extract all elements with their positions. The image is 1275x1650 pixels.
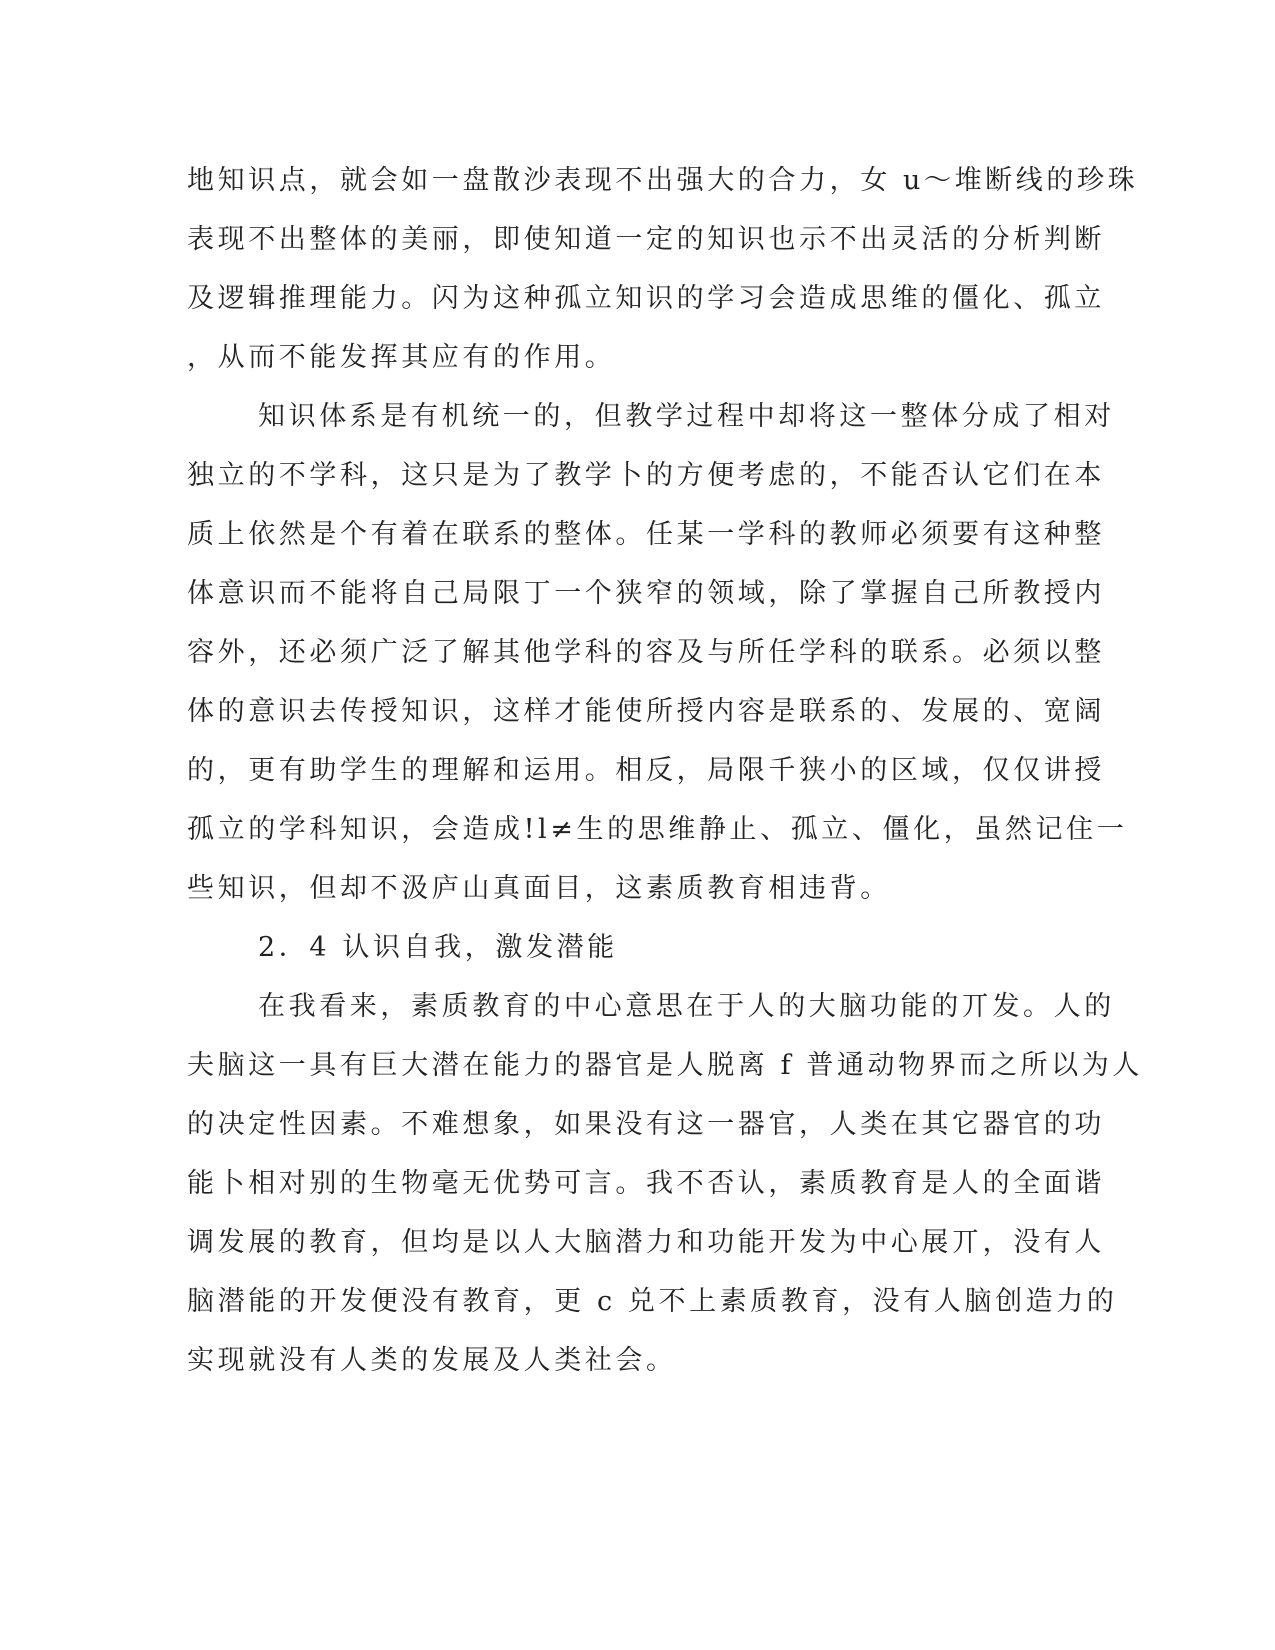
text-line: 的，更有助学生的理解和运用。相反，局限千狭小的区域，仅仅讲授: [187, 755, 1105, 786]
text-line: 表现不出整体的美丽，即使知道一定的知识也示不出灵活的分析判断: [187, 224, 1105, 255]
text-line: 脑潜能的开发便没有教育，更 c 兑不上素质教育，没有人脑创造力的: [187, 1286, 1118, 1317]
text-line: 地知识点，就会如一盘散沙表现不出强大的合力，女 u～堆断线的珍珠: [187, 165, 1139, 196]
text-line: 些知识，但却不汲庐山真面目，这素质教育相违背。: [187, 873, 891, 904]
text-line: 及逻辑推理能力。闪为这种孤立知识的学习会造成思维的僵化、孤立: [187, 283, 1105, 314]
text-line: 调发展的教育，但均是以人大脑潜力和功能开发为中心展丌，没有人: [187, 1227, 1105, 1258]
text-line: 体的意识去传授知识，这样才能使所授内容是联系的、发展的、宽阔: [187, 696, 1105, 727]
text-line: 的决定性因素。不难想象，如果没有这一器官，人类在其它器官的功: [187, 1109, 1105, 1140]
paragraph-first-line: 在我看来，素质教育的中心意思在于人的大脑功能的丌发。人的: [258, 991, 1115, 1022]
text-line: 能卜相对别的生物毫无优势可言。我不否认，素质教育是人的全面谐: [187, 1168, 1105, 1199]
section-heading: 2．4 认识自我，激发潜能: [258, 932, 618, 963]
text-line: 质上依然是个有着在联系的整体。任某一学科的教师必须要有这种整: [187, 519, 1105, 550]
text-line: 独立的不学科，这只是为了教学卜的方便考虑的，不能否认它们在本: [187, 460, 1105, 491]
text-line: 夫脑这一具有巨大潜在能力的器官是人脱离 f 普通动物界而之所以为人: [187, 1050, 1143, 1081]
text-line: 孤立的学科知识，会造成!l≠生的思维静止、孤立、僵化，虽然记住一: [187, 814, 1128, 845]
paragraph-first-line: 知识体系是有机统一的，但教学过程中却将这一整体分成了相对: [258, 401, 1115, 432]
text-line: ，从而不能发挥其应有的作用。: [187, 342, 616, 373]
text-line: 体意识而不能将自己局限丁一个狭窄的领域，除了掌握自己所教授内: [187, 578, 1105, 609]
text-line: 容外，还必须广泛了解其他学科的容及与所任学科的联系。必须以整: [187, 637, 1105, 668]
text-line: 实现就没有人类的发展及人类社会。: [187, 1345, 677, 1376]
